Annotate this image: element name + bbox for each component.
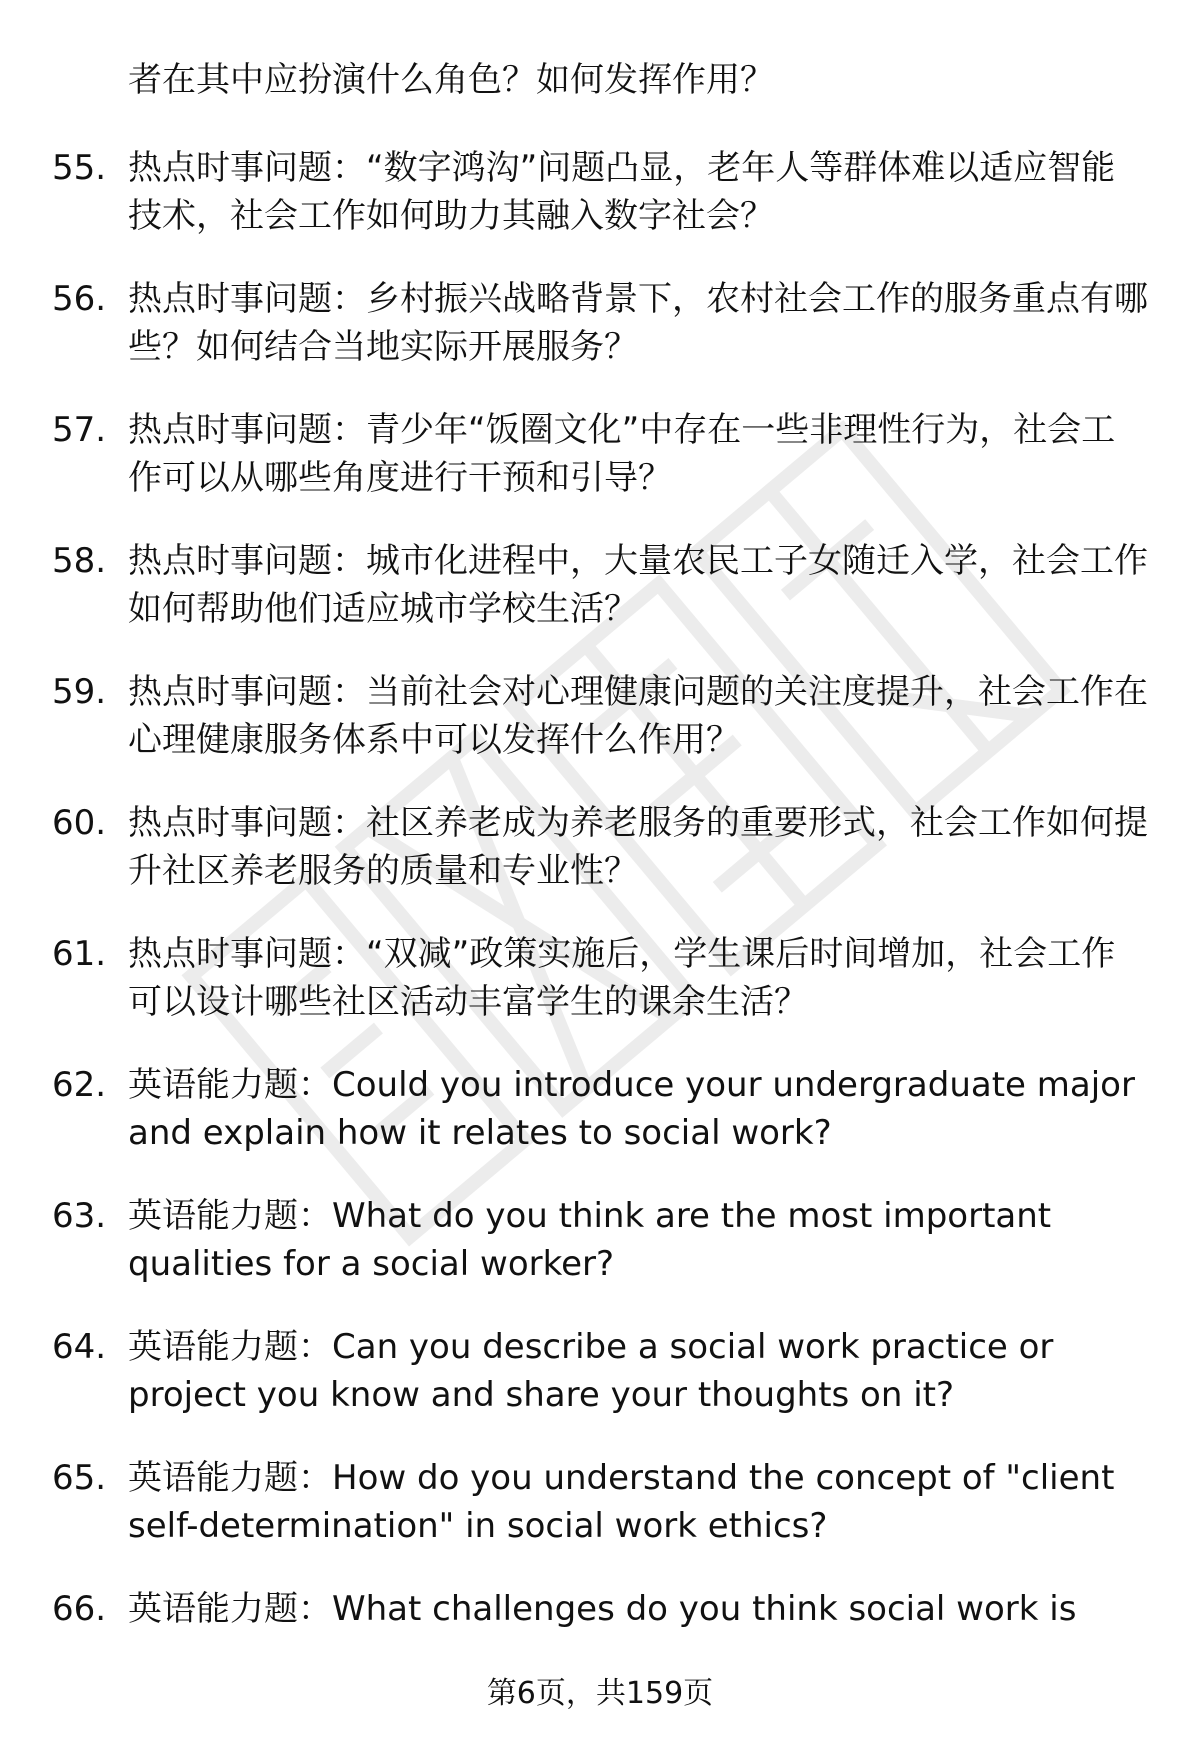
item-number: 66. bbox=[52, 1589, 107, 1629]
item-text: 英语能力题：What challenges do you think social work is bbox=[128, 1589, 1077, 1629]
list-item bbox=[0, 914, 1200, 1045]
item-number: 57. bbox=[52, 410, 107, 450]
item-number: 65. bbox=[52, 1458, 107, 1498]
list-item bbox=[0, 259, 1200, 390]
item-number: 64. bbox=[52, 1327, 107, 1367]
question-list bbox=[0, 128, 1200, 1700]
item-number: 55. bbox=[52, 148, 107, 188]
item-text: 热点时事问题：乡村振兴战略背景下，农村社会工作的服务重点有哪些？如何结合当地实际开展服务？ bbox=[128, 279, 1148, 367]
list-item bbox=[0, 1438, 1200, 1569]
item-text: 英语能力题：What do you think are the most important qualities for a social worker? bbox=[128, 1196, 1052, 1284]
item-text: 英语能力题：Can you describe a social work practice or project you know and share your thoughts on it? bbox=[128, 1327, 1054, 1415]
item-text: 热点时事问题：青少年“饭圈文化”中存在一些非理性行为，社会工作可以从哪些角度进行干预和引导？ bbox=[128, 410, 1116, 498]
list-item bbox=[0, 390, 1200, 521]
item-text: 热点时事问题：城市化进程中，大量农民工子女随迁入学，社会工作如何帮助他们适应城市学校生活？ bbox=[128, 541, 1148, 629]
list-item bbox=[0, 1176, 1200, 1307]
list-item bbox=[0, 652, 1200, 783]
item-text: 热点时事问题：社区养老成为养老服务的重要形式，社会工作如何提升社区养老服务的质量和专业性？ bbox=[128, 803, 1148, 891]
item-text: 英语能力题：How do you understand the concept of "client self-determination" in social work ethics? bbox=[128, 1458, 1115, 1546]
item-number: 61. bbox=[52, 934, 107, 974]
item-number: 62. bbox=[52, 1065, 107, 1105]
page-number-footer: 第6页，共159页 bbox=[486, 1676, 714, 1711]
continued-line: 者在其中应扮演什么角色？如何发挥作用？ bbox=[128, 60, 774, 100]
item-number: 63. bbox=[52, 1196, 107, 1236]
item-text: 热点时事问题：当前社会对心理健康问题的关注度提升，社会工作在心理健康服务体系中可以发挥什么作用？ bbox=[128, 672, 1148, 760]
list-item bbox=[0, 128, 1200, 259]
item-number: 59. bbox=[52, 672, 107, 712]
item-text: 热点时事问题：“数字鸿沟”问题凸显，老年人等群体难以适应智能技术，社会工作如何助力其融入数字社会？ bbox=[128, 148, 1116, 236]
list-item bbox=[0, 783, 1200, 914]
item-number: 60. bbox=[52, 803, 107, 843]
item-number: 56. bbox=[52, 279, 107, 319]
item-text: 热点时事问题：“双减”政策实施后，学生课后时间增加，社会工作可以设计哪些社区活动丰富学生的课余生活？ bbox=[128, 934, 1116, 1022]
item-number: 58. bbox=[52, 541, 107, 581]
list-item bbox=[0, 1307, 1200, 1438]
item-text: 英语能力题：Could you introduce your undergraduate major and explain how it relates to social work? bbox=[128, 1065, 1135, 1153]
list-item bbox=[0, 1045, 1200, 1176]
list-item bbox=[0, 521, 1200, 652]
